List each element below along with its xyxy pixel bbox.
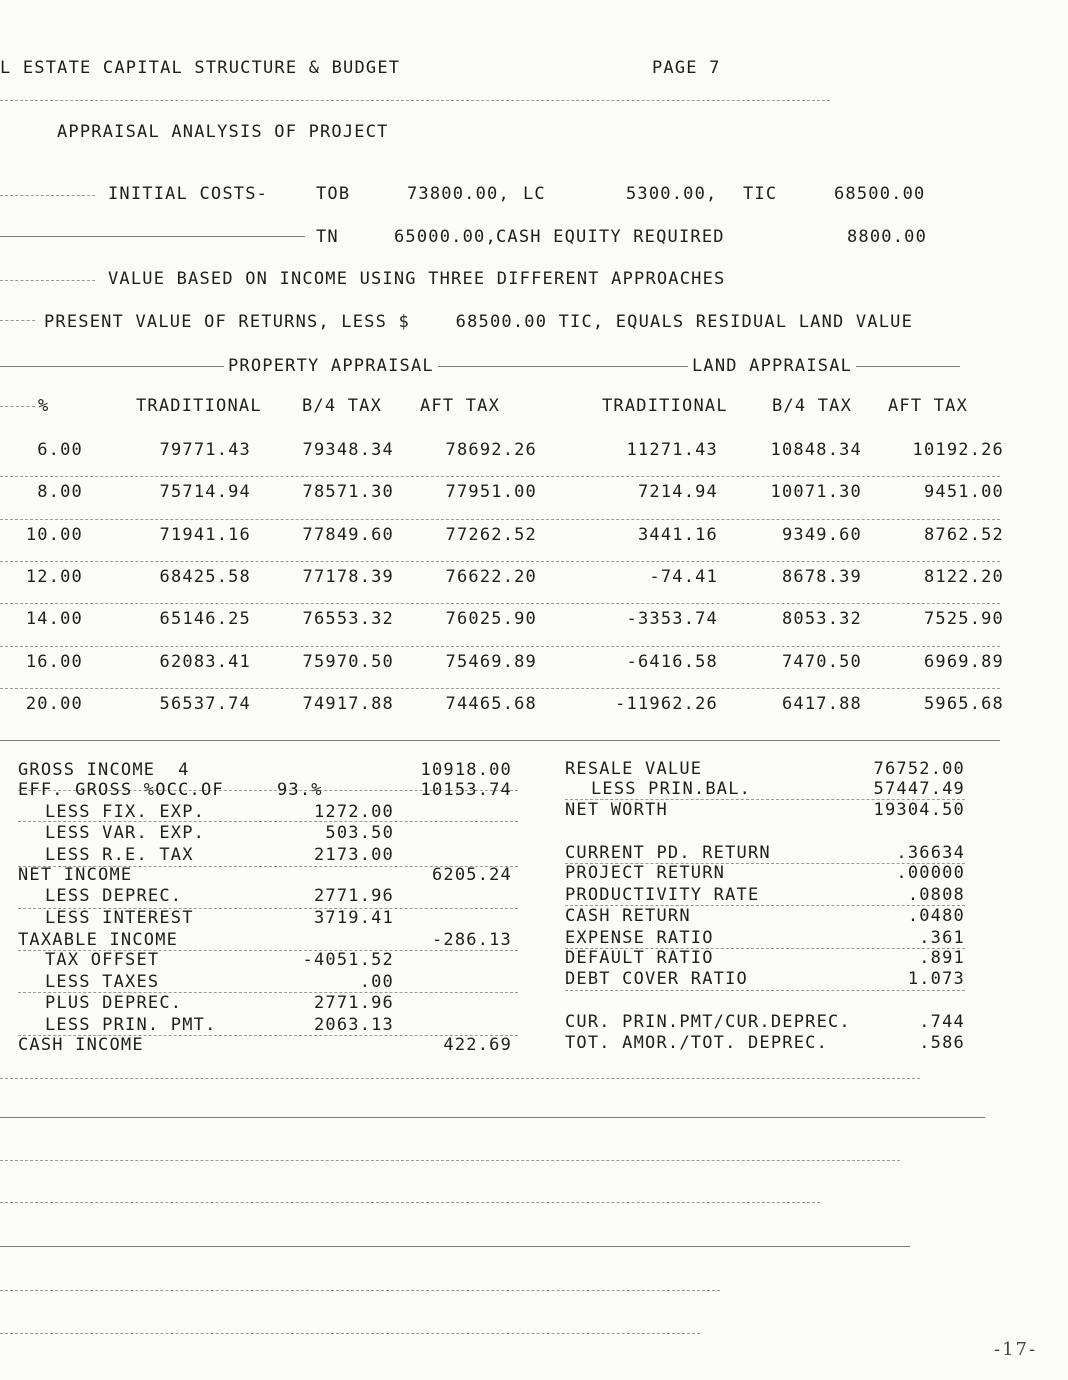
taxable-income-label: TAXABLE INCOME xyxy=(18,930,179,950)
value-cell: 74465.68 xyxy=(445,694,537,714)
rule xyxy=(0,1078,920,1079)
default-ratio-value: .891 xyxy=(919,948,965,968)
debt-cover-ratio-value: 1.073 xyxy=(907,969,965,989)
page-footer-number: -17- xyxy=(994,1339,1038,1360)
column-header: B/4 TAX xyxy=(772,396,853,416)
less-var-exp-label: LESS VAR. EXP. xyxy=(45,823,206,843)
column-header: TRADITIONAL xyxy=(602,396,728,416)
less-var-exp-value: 503.50 xyxy=(325,823,394,843)
value-cell: 7525.90 xyxy=(923,609,1004,629)
resale-value-value: 76752.00 xyxy=(873,759,965,779)
current-pd-return-label: CURRENT PD. RETURN xyxy=(565,843,771,863)
column-header: % xyxy=(38,396,50,416)
property-appraisal-title: PROPERTY APPRAISAL xyxy=(224,356,438,376)
section-title: APPRAISAL ANALYSIS OF PROJECT xyxy=(57,122,389,142)
rule xyxy=(0,519,1000,520)
rule xyxy=(0,603,1000,604)
value-cell: 79771.43 xyxy=(159,440,251,460)
rule xyxy=(0,195,95,196)
less-interest-value: 3719.41 xyxy=(313,908,394,928)
debt-cover-ratio-label: DEBT COVER RATIO xyxy=(565,969,748,989)
productivity-rate-value: .0808 xyxy=(907,885,965,905)
rate-cell: 8.00 xyxy=(37,482,83,502)
tot-amor-value: .586 xyxy=(919,1033,965,1053)
expense-ratio-value: .361 xyxy=(919,928,965,948)
less-re-tax-label: LESS R.E. TAX xyxy=(45,845,194,865)
eff-gross-pct: 93.% xyxy=(277,780,323,800)
gross-income-label: GROSS INCOME 4 xyxy=(18,760,190,780)
net-income-value: 6205.24 xyxy=(431,865,512,885)
less-re-tax-value: 2173.00 xyxy=(313,845,394,865)
value-cell: -3353.74 xyxy=(626,609,718,629)
rate-cell: 6.00 xyxy=(37,440,83,460)
value-cell: 10848.34 xyxy=(770,440,862,460)
tob-label: TOB xyxy=(316,184,351,204)
value-cell: 3441.16 xyxy=(637,525,718,545)
value-cell: 77951.00 xyxy=(445,482,537,502)
rule xyxy=(0,688,1000,689)
value-cell: 7214.94 xyxy=(637,482,718,502)
value-cell: 76622.20 xyxy=(445,567,537,587)
value-cell: 8053.32 xyxy=(781,609,862,629)
cur-prin-pmt-value: .744 xyxy=(919,1012,965,1032)
column-header: B/4 TAX xyxy=(302,396,383,416)
value-cell: 77262.52 xyxy=(445,525,537,545)
rule xyxy=(0,1290,720,1291)
rule xyxy=(0,1246,910,1247)
rule xyxy=(0,1333,700,1334)
taxable-income-value: -286.13 xyxy=(431,930,512,950)
value-cell: -74.41 xyxy=(649,567,718,587)
rule xyxy=(0,476,1000,477)
rule xyxy=(0,561,1000,562)
cash-return-label: CASH RETURN xyxy=(565,906,691,926)
present-value-line: PRESENT VALUE OF RETURNS, LESS $ 68500.00 TIC, EQUALS RESIDUAL LAND VALUE xyxy=(44,312,914,332)
column-header: AFT TAX xyxy=(888,396,969,416)
value-cell: 75714.94 xyxy=(159,482,251,502)
page-number: PAGE 7 xyxy=(652,58,721,78)
tax-offset-label: TAX OFFSET xyxy=(45,950,160,970)
value-cell: 79348.34 xyxy=(302,440,394,460)
rate-cell: 14.00 xyxy=(25,609,83,629)
rule xyxy=(565,990,965,991)
less-deprec-value: 2771.96 xyxy=(313,886,394,906)
value-cell: -6416.58 xyxy=(626,652,718,672)
rate-cell: 10.00 xyxy=(25,525,83,545)
less-prin-pmt-label: LESS PRIN. PMT. xyxy=(45,1015,217,1035)
value-cell: 68425.58 xyxy=(159,567,251,587)
value-cell: 10192.26 xyxy=(912,440,1004,460)
value-cell: -11962.26 xyxy=(615,694,718,714)
tic-value: 68500.00 xyxy=(834,184,926,204)
rule xyxy=(0,1202,820,1203)
cash-return-value: .0480 xyxy=(907,906,965,926)
less-deprec-label: LESS DEPREC. xyxy=(45,886,183,906)
cur-prin-pmt-label: CUR. PRIN.PMT/CUR.DEPREC. xyxy=(565,1012,851,1032)
net-worth-label: NET WORTH xyxy=(565,800,668,820)
tax-offset-value: -4051.52 xyxy=(302,950,394,970)
tot-amor-label: TOT. AMOR./TOT. DEPREC. xyxy=(565,1033,829,1053)
value-cell: 62083.41 xyxy=(159,652,251,672)
value-cell: 6417.88 xyxy=(781,694,862,714)
rule xyxy=(0,1117,985,1118)
value-cell: 76553.32 xyxy=(302,609,394,629)
lc-value: 5300.00, xyxy=(626,184,718,204)
less-fix-exp-label: LESS FIX. EXP. xyxy=(45,802,206,822)
default-ratio-label: DEFAULT RATIO xyxy=(565,948,714,968)
value-cell: 9349.60 xyxy=(781,525,862,545)
less-taxes-value: .00 xyxy=(359,972,394,992)
project-return-value: .00000 xyxy=(896,863,965,883)
gross-income-value: 10918.00 xyxy=(420,760,512,780)
rule xyxy=(0,280,95,281)
less-prin-bal-label: LESS PRIN.BAL. xyxy=(591,779,752,799)
net-worth-value: 19304.50 xyxy=(873,800,965,820)
value-cell: 5965.68 xyxy=(923,694,1004,714)
tn-label: TN xyxy=(316,227,339,247)
less-fix-exp-value: 1272.00 xyxy=(313,802,394,822)
value-cell: 7470.50 xyxy=(781,652,862,672)
value-cell: 8678.39 xyxy=(781,567,862,587)
tob-value: 73800.00, xyxy=(407,184,510,204)
value-cell: 77849.60 xyxy=(302,525,394,545)
rule xyxy=(18,821,518,822)
cash-income-value: 422.69 xyxy=(443,1035,512,1055)
project-return-label: PROJECT RETURN xyxy=(565,863,726,883)
value-heading: VALUE BASED ON INCOME USING THREE DIFFERENT APPROACHES xyxy=(108,269,726,289)
value-cell: 8122.20 xyxy=(923,567,1004,587)
value-cell: 65146.25 xyxy=(159,609,251,629)
rule xyxy=(0,236,305,237)
plus-deprec-label: PLUS DEPREC. xyxy=(45,993,183,1013)
value-cell: 56537.74 xyxy=(159,694,251,714)
less-prin-pmt-value: 2063.13 xyxy=(313,1015,394,1035)
value-cell: 8762.52 xyxy=(923,525,1004,545)
value-cell: 75469.89 xyxy=(445,652,537,672)
rule xyxy=(0,1160,900,1161)
cash-equity-label: CASH EQUITY REQUIRED xyxy=(496,227,725,247)
current-pd-return-value: .36634 xyxy=(896,843,965,863)
less-prin-bal-value: 57447.49 xyxy=(873,779,965,799)
net-income-label: NET INCOME xyxy=(18,865,133,885)
value-cell: 76025.90 xyxy=(445,609,537,629)
rate-cell: 16.00 xyxy=(25,652,83,672)
value-cell: 74917.88 xyxy=(302,694,394,714)
rule xyxy=(0,100,830,101)
rule xyxy=(0,740,1000,741)
rule xyxy=(0,320,35,321)
column-header: AFT TAX xyxy=(420,396,501,416)
value-cell: 71941.16 xyxy=(159,525,251,545)
lc-label: LC xyxy=(523,184,546,204)
less-interest-label: LESS INTEREST xyxy=(45,908,194,928)
value-cell: 75970.50 xyxy=(302,652,394,672)
value-cell: 10071.30 xyxy=(770,482,862,502)
eff-gross-value: 10153.74 xyxy=(420,780,512,800)
less-taxes-label: LESS TAXES xyxy=(45,972,160,992)
value-cell: 78692.26 xyxy=(445,440,537,460)
value-cell: 78571.30 xyxy=(302,482,394,502)
report-title: L ESTATE CAPITAL STRUCTURE & BUDGET xyxy=(0,58,401,78)
tn-value: 65000.00, xyxy=(394,227,497,247)
cash-equity-value: 8800.00 xyxy=(847,227,928,247)
cash-income-label: CASH INCOME xyxy=(18,1035,144,1055)
tic-label: TIC xyxy=(743,184,778,204)
plus-deprec-value: 2771.96 xyxy=(313,993,394,1013)
value-cell: 6969.89 xyxy=(923,652,1004,672)
value-cell: 9451.00 xyxy=(923,482,1004,502)
column-header: TRADITIONAL xyxy=(136,396,262,416)
land-appraisal-title: LAND APPRAISAL xyxy=(688,356,856,376)
rate-cell: 12.00 xyxy=(25,567,83,587)
resale-value-label: RESALE VALUE xyxy=(565,759,703,779)
value-cell: 77178.39 xyxy=(302,567,394,587)
expense-ratio-label: EXPENSE RATIO xyxy=(565,928,714,948)
value-cell: 11271.43 xyxy=(626,440,718,460)
productivity-rate-label: PRODUCTIVITY RATE xyxy=(565,885,760,905)
rate-cell: 20.00 xyxy=(25,694,83,714)
initial-costs-label: INITIAL COSTS- xyxy=(108,184,269,204)
rule xyxy=(0,646,1000,647)
eff-gross-label: EFF. GROSS %OCC.OF xyxy=(18,780,224,800)
rule xyxy=(0,406,35,407)
